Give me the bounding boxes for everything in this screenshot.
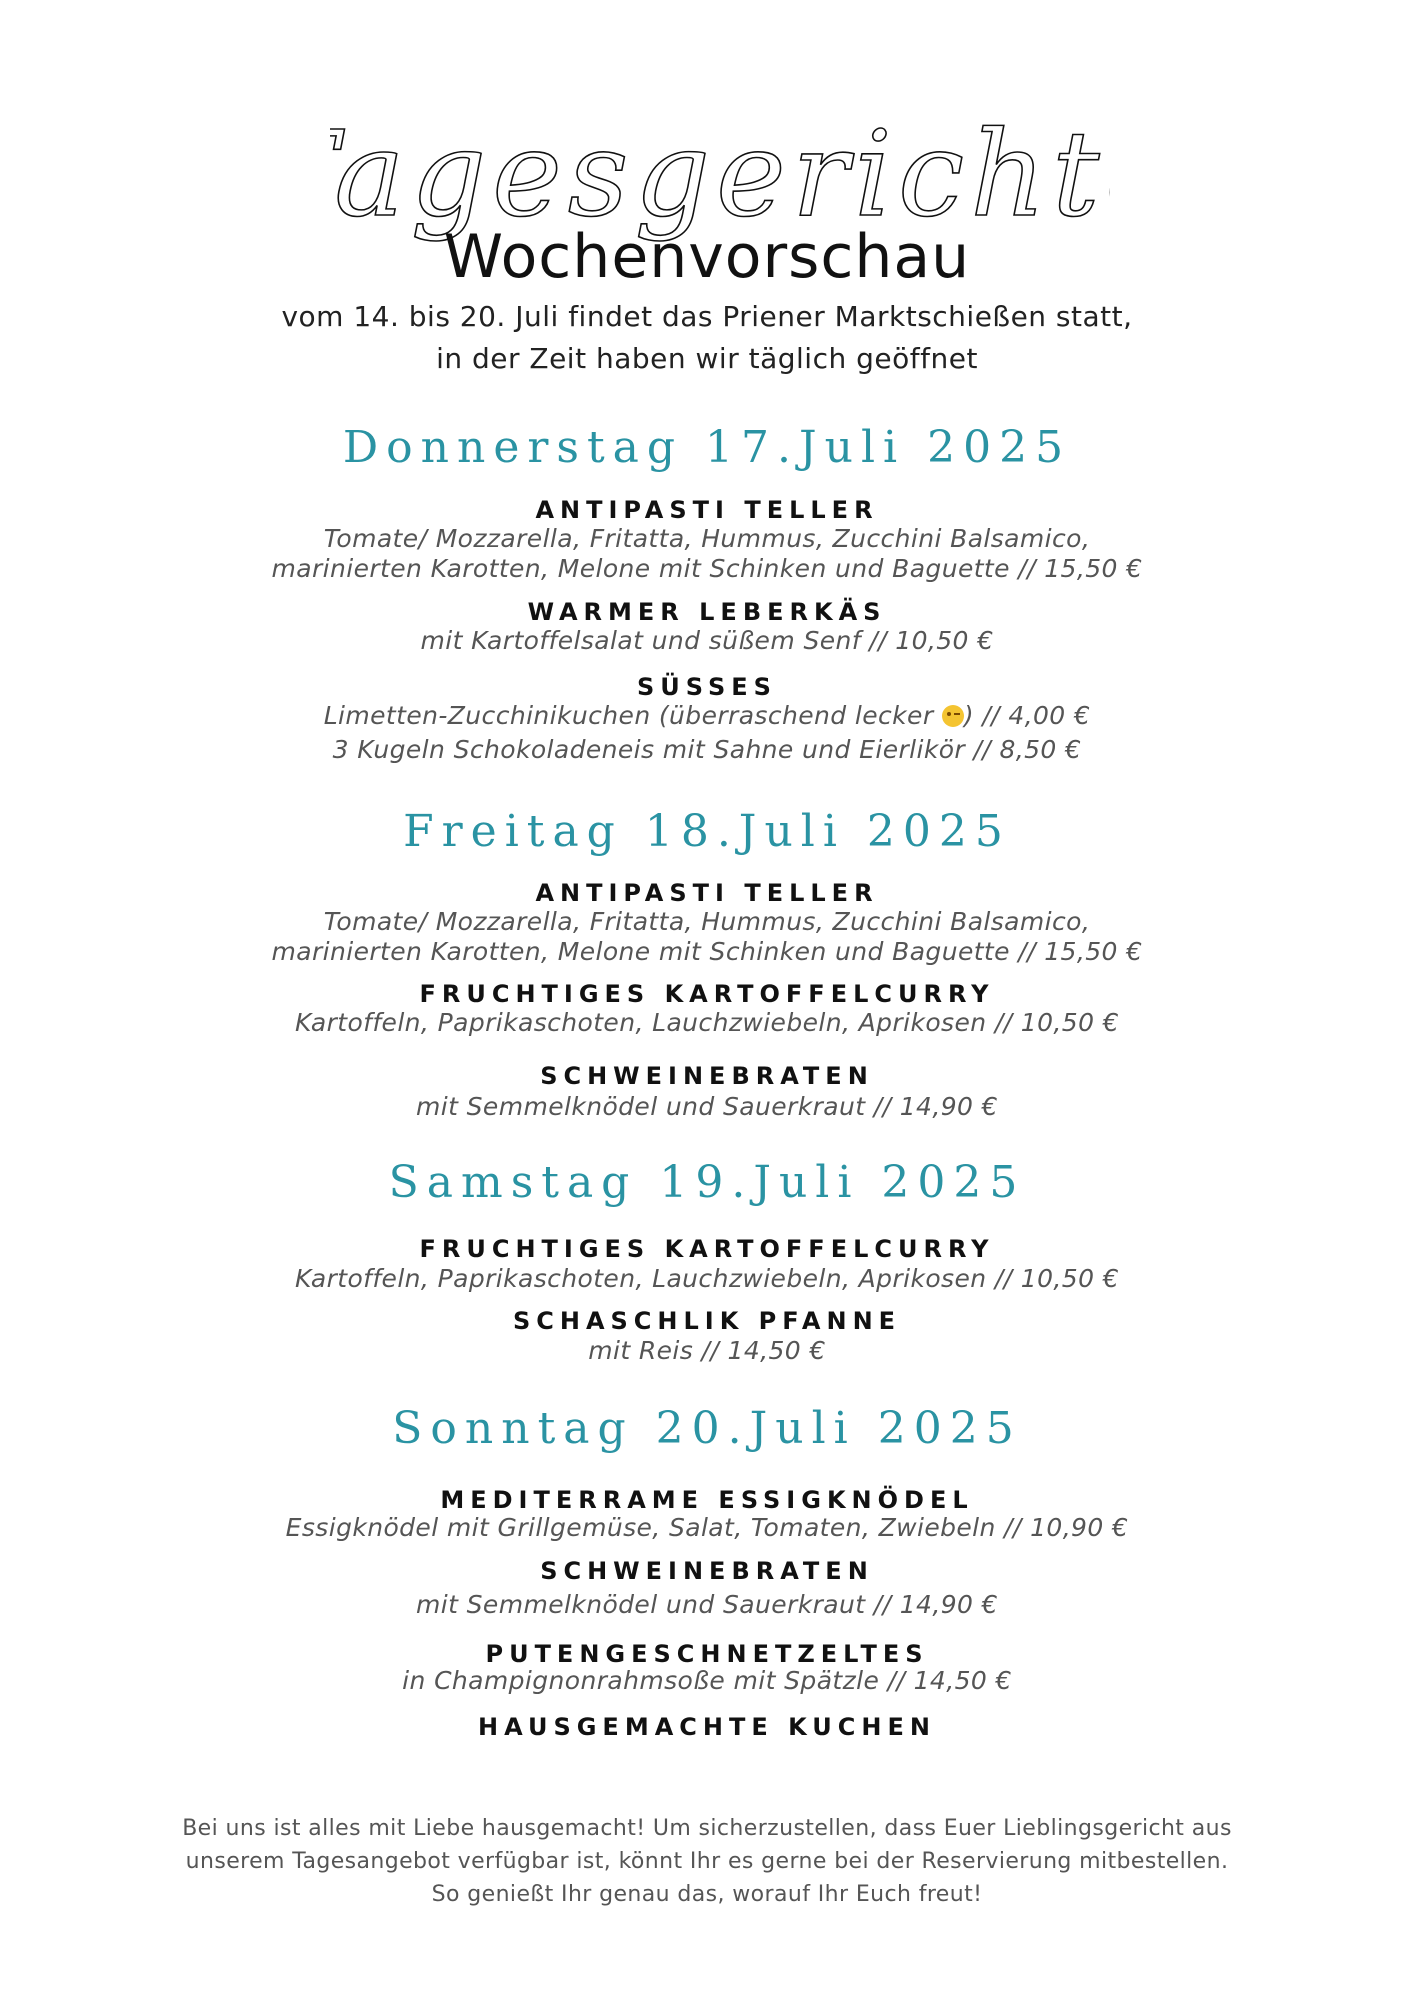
dish-desc-line <box>0 701 1414 731</box>
dish-description <box>0 524 1414 584</box>
dish-name: PUTENGESCHNETZELTES <box>485 1640 929 1668</box>
dish-name: SÜSSES <box>637 673 777 701</box>
winking-face-icon <box>942 705 964 727</box>
dish-name: ANTIPASTI TELLER <box>535 496 879 524</box>
dish-desc-part: Limetten-Zucchinikuchen (überraschend lecker <box>323 701 942 730</box>
page-subtitle: Wochenvorschau <box>443 222 971 292</box>
dish-name: MEDITERRAME ESSIGKNÖDEL <box>440 1486 974 1514</box>
intro-text <box>0 296 1414 380</box>
dish-description: mit Reis // 14,50 € <box>588 1336 826 1365</box>
dish-description: in Champignonrahmsoße mit Spätzle // 14,50 € <box>402 1666 1012 1695</box>
dish-name: FRUCHTIGES KARTOFFELCURRY <box>419 1235 995 1263</box>
dish-description <box>0 701 1414 765</box>
day-heading-sunday: Sonntag 20.Juli 2025 <box>392 1403 1022 1454</box>
dish-desc-line: Tomate/ Mozzarella, Fritatta, Hummus, Zucchini Balsamico, <box>323 907 1091 936</box>
dish-desc-line: marinierten Karotten, Melone mit Schinken und Baguette // 15,50 € <box>271 937 1143 966</box>
footer-note <box>0 1812 1414 1911</box>
day-heading-friday: Freitag 18.Juli 2025 <box>403 806 1011 857</box>
day-heading-thursday: Donnerstag 17.Juli 2025 <box>342 422 1072 473</box>
dish-description: Essigknödel mit Grillgemüse, Salat, Tomaten, Zwiebeln // 10,90 € <box>285 1513 1129 1542</box>
dish-name: FRUCHTIGES KARTOFFELCURRY <box>419 980 995 1008</box>
footer-line: Bei uns ist alles mit Liebe hausgemacht! Um sicherzustellen, dass Euer Lieblingsgericht aus <box>182 1816 1232 1841</box>
dish-description: Kartoffeln, Paprikaschoten, Lauchzwiebeln, Aprikosen // 10,50 € <box>294 1264 1120 1293</box>
dish-description <box>0 907 1414 967</box>
dish-name: ANTIPASTI TELLER <box>535 879 879 907</box>
svg-text:Tagesgerichte: agesgericht <box>334 105 1106 243</box>
footer-line: unserem Tagesangebot verfügbar ist, könnt Ihr es gerne bei der Reservierung mitbestellen. <box>185 1849 1229 1874</box>
dish-description: mit Semmelknödel und Sauerkraut // 14,90 € <box>416 1092 998 1121</box>
dish-desc-line: 3 Kugeln Schokoladeneis mit Sahne und Eierlikör // 8,50 € <box>332 735 1082 764</box>
intro-line-2: in der Zeit haben wir täglich geöffnet <box>436 342 978 375</box>
dish-name: SCHWEINEBRATEN <box>540 1557 874 1585</box>
intro-line-1: vom 14. bis 20. Juli findet das Priener Marktschießen statt, <box>281 300 1133 333</box>
dish-name: WARMER LEBERKÄS <box>527 598 887 626</box>
footer-line: So genießt Ihr genau das, worauf Ihr Euch freut! <box>431 1882 983 1907</box>
dish-description: mit Kartoffelsalat und süßem Senf // 10,50 € <box>420 626 994 655</box>
dish-desc-line: Tomate/ Mozzarella, Fritatta, Hummus, Zucchini Balsamico, <box>323 524 1091 553</box>
dish-name: SCHWEINEBRATEN <box>540 1062 874 1090</box>
day-heading-saturday: Samstag 19.Juli 2025 <box>388 1157 1026 1208</box>
dish-name: HAUSGEMACHTE KUCHEN <box>478 1713 936 1741</box>
dish-description: mit Semmelknödel und Sauerkraut // 14,90 € <box>416 1590 998 1619</box>
dish-desc-part: ) // 4,00 € <box>963 701 1091 730</box>
dish-name: SCHASCHLIK PFANNE <box>512 1307 902 1335</box>
dish-description: Kartoffeln, Paprikaschoten, Lauchzwiebeln, Aprikosen // 10,50 € <box>294 1008 1120 1037</box>
dish-desc-line: marinierten Karotten, Melone mit Schinken und Baguette // 15,50 € <box>271 554 1143 583</box>
